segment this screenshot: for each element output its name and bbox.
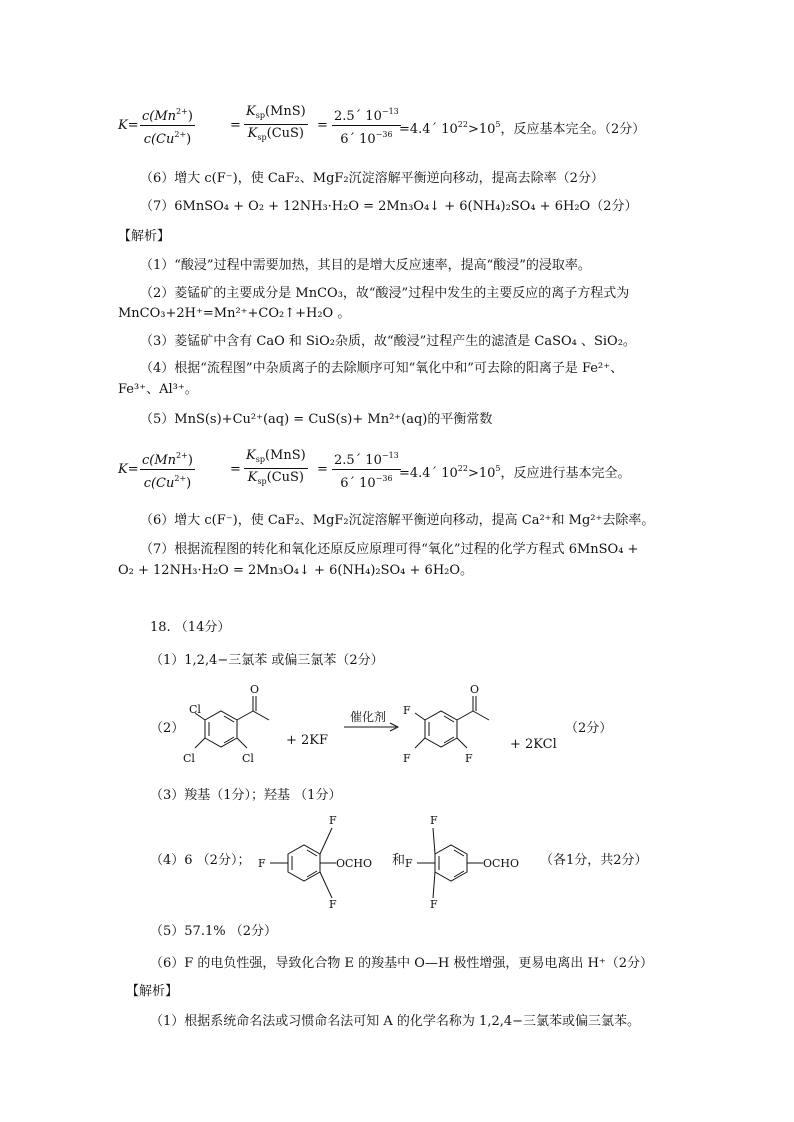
product-structure bbox=[395, 682, 505, 772]
svg-text:F: F bbox=[465, 752, 473, 765]
svg-text:F: F bbox=[405, 857, 413, 870]
reagent-kf: + 2KF bbox=[286, 733, 329, 748]
svg-text:F: F bbox=[329, 814, 337, 827]
isomer-1-structure bbox=[256, 812, 391, 912]
explanation-6: （6）增大 c(F⁻)，使 CaF₂、MgF₂沉淀溶解平衡逆向移动，提高 Ca²⁺和 Mg²⁺去除率。 bbox=[140, 513, 655, 528]
isomer-conjunction: 和 bbox=[392, 853, 406, 868]
svg-text:F: F bbox=[430, 814, 438, 827]
catalyst-label: 催化剂 bbox=[350, 710, 387, 724]
k-symbol: K= bbox=[118, 118, 139, 133]
ksp-fraction: $K_{sp}(MnS)$ $K_{sp}(CuS)$ bbox=[246, 104, 306, 142]
q18-explanation-1: （1）根据系统命名法或习惯命名法可知 A 的化学名称为 1,2,4−三氯苯或偏三氯苯。 bbox=[150, 1014, 641, 1029]
svg-text:Cl: Cl bbox=[183, 752, 195, 765]
svg-text:OCHO: OCHO bbox=[483, 857, 520, 870]
explanation-1: （1）“酸浸”过程中需要加热，其目的是增大反应速率，提高“酸浸”的浸取率。 bbox=[140, 258, 591, 273]
svg-text:F: F bbox=[403, 704, 411, 717]
svg-text:OCHO: OCHO bbox=[336, 857, 373, 870]
value-fraction: $\frac{2.5´ 10^{-13}}{6´ 10^{-36}}$ bbox=[332, 104, 401, 149]
q18-answer-2-score: （2分） bbox=[565, 721, 613, 736]
svg-text:O: O bbox=[470, 683, 480, 696]
q18-answer-4-score: （各1分，共2分） bbox=[540, 853, 648, 868]
svg-text:F: F bbox=[430, 898, 438, 911]
svg-text:F: F bbox=[258, 857, 266, 870]
q18-answer-1: （1）1,2,4−三氯苯 或偏三氯苯（2分） bbox=[150, 653, 384, 668]
answer-7: （7）6MnSO₄ + O₂ + 12NH₃·H₂O = 2Mn₃O₄↓ + 6(NH₄)₂SO₄ + 6H₂O（2分） bbox=[140, 199, 638, 214]
q18-answer-2-label: （2） bbox=[150, 721, 185, 736]
explanation-4-cont: Fe³⁺、Al³⁺。 bbox=[118, 382, 198, 397]
svg-text:F: F bbox=[329, 898, 337, 911]
q18-answer-5: （5）57.1% （2分） bbox=[150, 924, 277, 939]
explanation-4: （4）根据“流程图”中杂质离子的去除顺序可知“氧化中和”可去除的阳离子是 Fe²⁺、 bbox=[140, 361, 624, 376]
svg-text:O: O bbox=[250, 683, 260, 696]
q18-answer-4-label: （4）6 （2分）； bbox=[150, 853, 251, 868]
result-value: =4.4´ $10^{22}>10^5$，反应基本完全。（2分） bbox=[399, 120, 646, 137]
analysis-heading: 【解析】 bbox=[118, 229, 171, 244]
reactant-structure bbox=[175, 682, 285, 772]
svg-text:Cl: Cl bbox=[189, 703, 201, 716]
explanation-2: （2）菱锰矿的主要成分是 MnCO₃，故“酸浸”过程中发生的主要反应的离子方程式为 bbox=[140, 286, 630, 301]
answer-6: （6）增大 c(F⁻)，使 CaF₂、MgF₂沉淀溶解平衡逆向移动，提高去除率（2分） bbox=[140, 171, 604, 186]
question-18-heading: 18. （14分） bbox=[150, 620, 231, 635]
explanation-2-cont: MnCO₃+2H⁺=Mn²⁺+CO₂↑+H₂O 。 bbox=[118, 306, 351, 321]
svg-text:Cl: Cl bbox=[242, 752, 254, 765]
product-kcl: + 2KCl bbox=[510, 737, 557, 752]
explanation-3: （3）菱锰矿中含有 CaO 和 SiO₂杂质，故“酸浸”过程产生的滤渣是 CaSO₄ 、SiO₂。 bbox=[140, 334, 636, 349]
concentration-fraction: $\frac{c(Mn^{2+})}{c(Cu^{2+})}$ bbox=[140, 104, 195, 149]
analysis-heading-2: 【解析】 bbox=[126, 984, 179, 999]
explanation-5: （5）MnS(s)+Cu²⁺(aq) = CuS(s)+ Mn²⁺(aq)的平衡常数 bbox=[140, 412, 493, 427]
explanation-7: （7）根据流程图的转化和氧化还原反应原理可得“氧化”过程的化学方程式 6MnSO₄ + bbox=[140, 542, 639, 557]
explanation-7-cont: O₂ + 12NH₃·H₂O = 2Mn₃O₄↓ + 6(NH₄)₂SO₄ + 6H₂O。 bbox=[118, 563, 474, 578]
isomer-2-structure bbox=[403, 812, 538, 912]
svg-text:F: F bbox=[403, 752, 411, 765]
q18-answer-6: （6）F 的电负性强，导致化合物 E 的羧基中 O—H 极性增强，更易电离出 H⁺（2分） bbox=[150, 956, 654, 971]
q18-answer-3: （3）羧基（1分）；羟基 （1分） bbox=[150, 788, 342, 803]
